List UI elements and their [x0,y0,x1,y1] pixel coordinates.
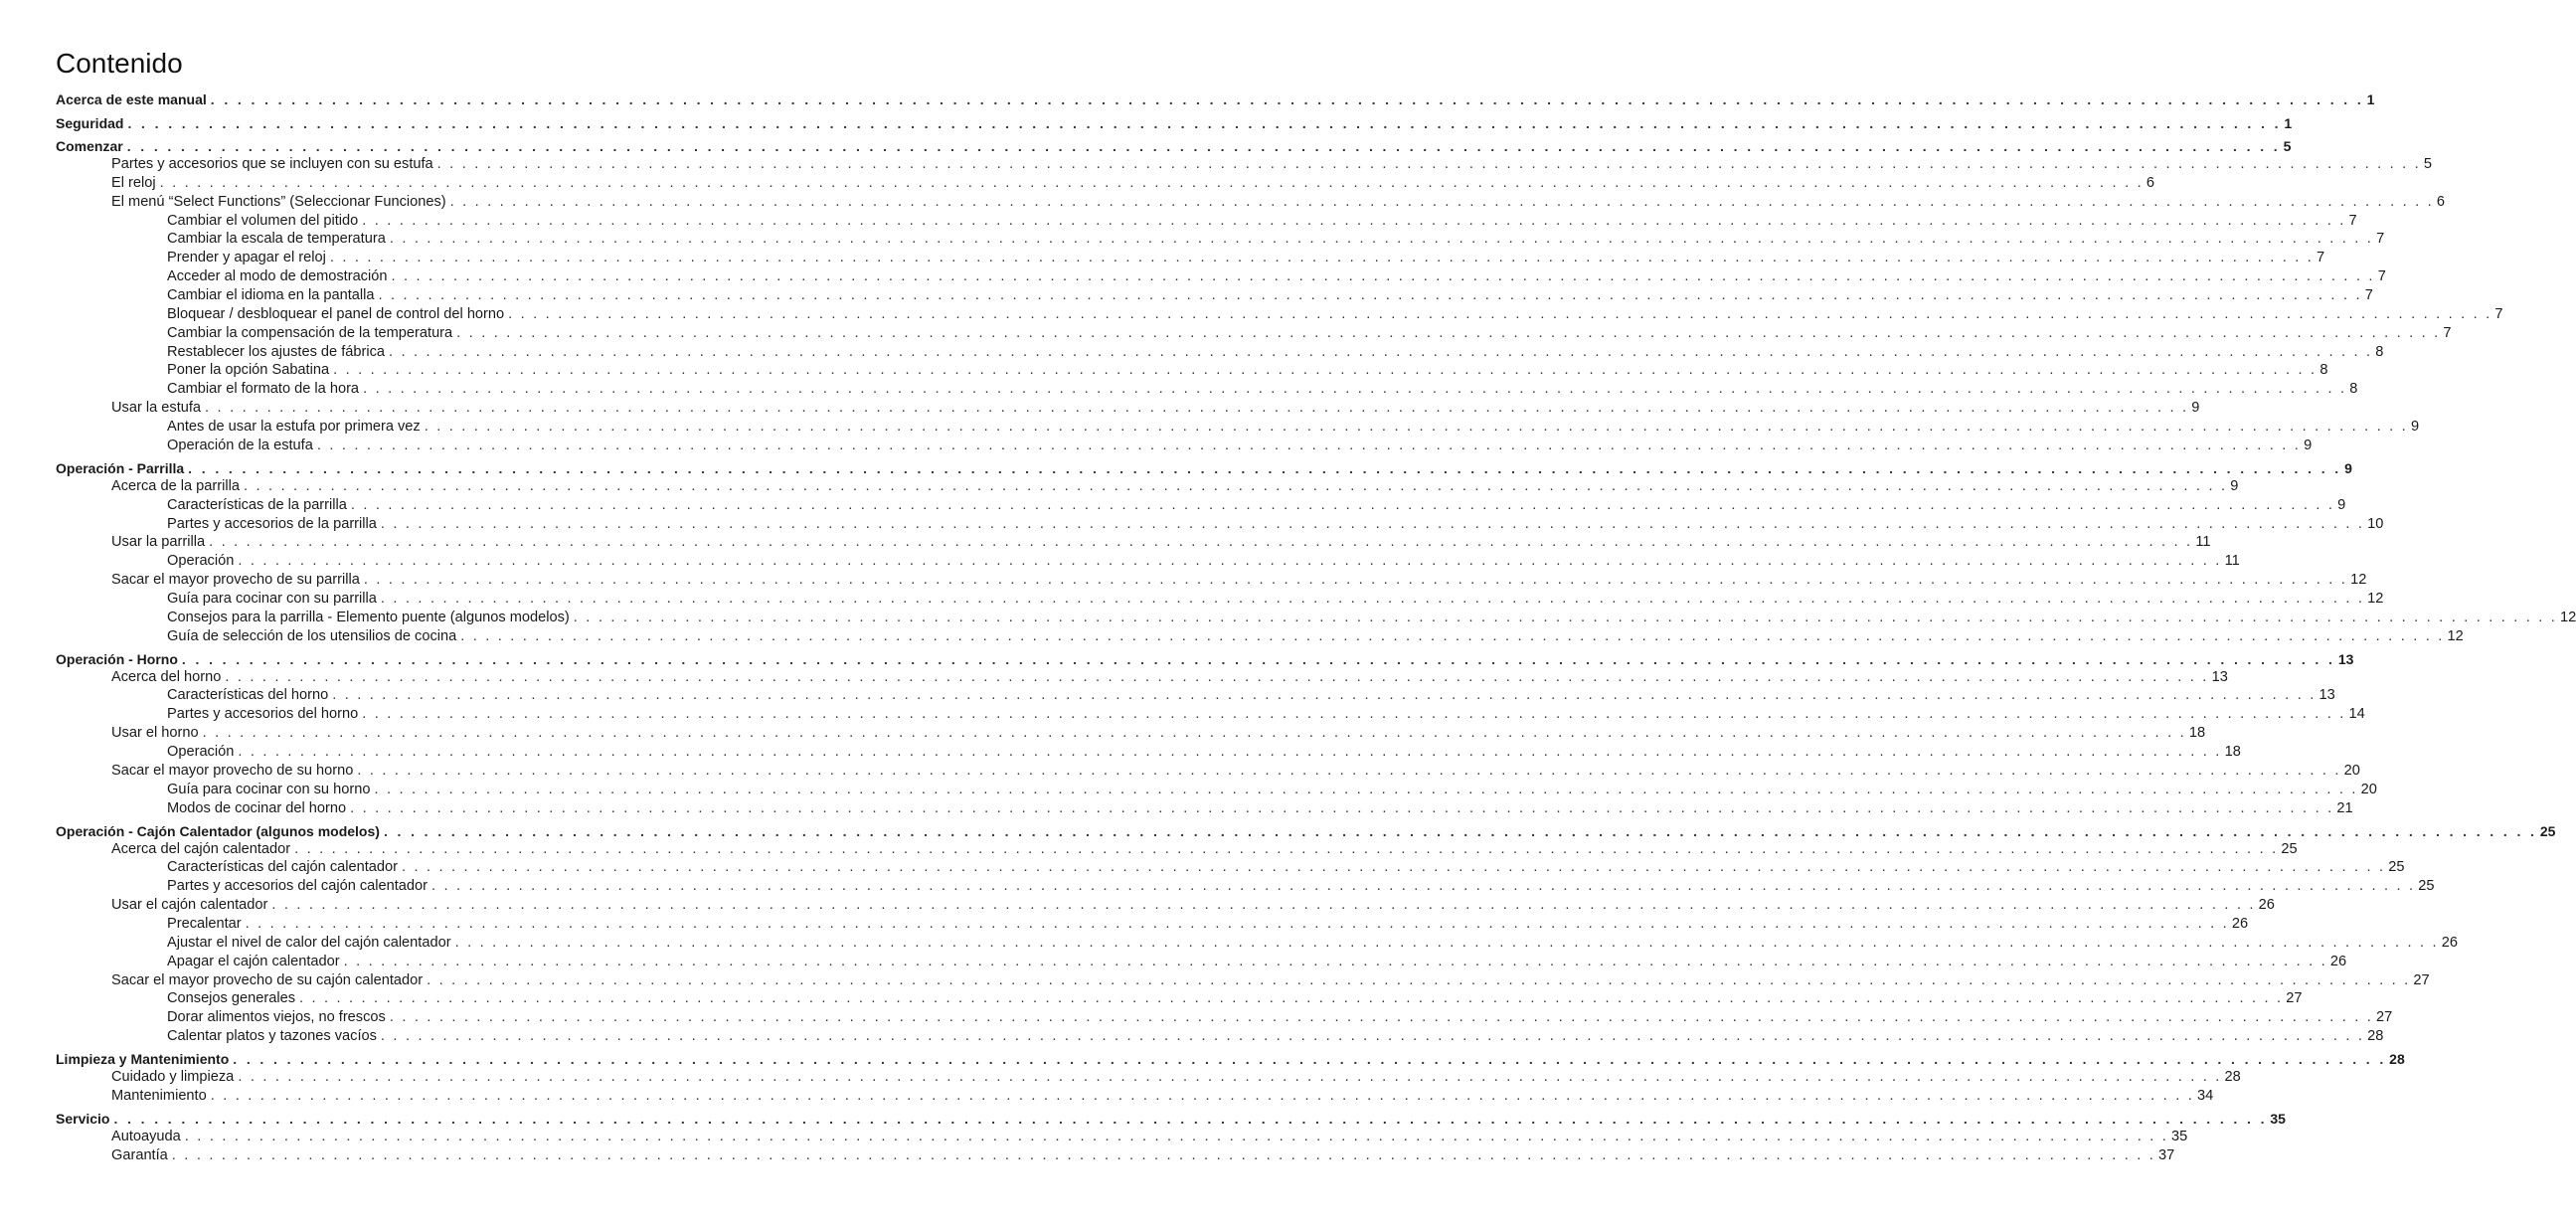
dot-leader: . . . . . . . . . . . . . . . . . . . . . . . . . . . . . . . . . . . . . . . . . . . . . . . . . . . . . . . . . . . . . . . . . . . . . . . . . . . . . . . . . . . . . . . . . . . . . . . . . . . . . . . . . . . . . . . . . . . . . . . . . . . . . . . . . . . . . . . . . . . . . . . . . . . . . . . . . . . . . . . . [363,381,2347,398]
toc-entry-title: Precalentar [167,915,242,932]
dot-leader: . . . . . . . . . . . . . . . . . . . . . . . . . . . . . . . . . . . . . . . . . . . . . . . . . . . . . . . . . . . . . . . . . . . . . . . . . . . . . . . . . . . . . . . . . . . . . . . . . . . . . . . . . . . . . . . . . . . . . . . . . . . . . . . . . . . . . . . . . . . . . . . . . . . . . . . . . . . . . . . . [350,496,2335,513]
dot-leader: . . . . . . . . . . . . . . . . . . . . . . . . . . . . . . . . . . . . . . . . . . . . . . . . . . . . . . . . . . . . . . . . . . . . . . . . . . . . . . . . . . . . . . . . . . . . . . . . . . . . . . . . . . . . . . . . . . . . . . . . . . . . . . . . . . . . . . . . . . . . . . . . . . . . . . . . . . . . . . . . [454,934,2439,951]
toc-entry[interactable] [167,685,2335,705]
toc-entry[interactable] [167,211,2357,231]
toc-entry-title: Operación - Parrilla [56,459,185,476]
toc-entry[interactable] [56,821,2556,841]
toc-entry-page-number: 27 [2376,1009,2393,1026]
dot-leader: . . . . . . . . . . . . . . . . . . . . . . . . . . . . . . . . . . . . . . . . . . . . . . . . . . . . . . . . . . . . . . . . . . . . . . . . . . . . . . . . . . . . . . . . . . . . . . . . . . . . . . . . . . . . . . . . . . . . . . . . . . . . . . . . . . . . . . . . . . . . . . . . . . . . . . . . . . . . . . . . [184,1128,2169,1144]
toc-entry-page-number: 37 [2158,1146,2175,1163]
toc-entry-page-number: 9 [2410,418,2420,435]
toc-entry[interactable] [111,532,2211,552]
dot-leader: . . . . . . . . . . . . . . . . . . . . . . . . . . . . . . . . . . . . . . . . . . . . . . . . . . . . . . . . . . . . . . . . . . . . . . . . . . . . . . . . . . . . . . . . . . . . . . . . . . . . . . . . . . . . . . . . . . . . . . . . . . . . . . . . . . . . . . . . . . . . . . . . . . . . . . . . . . . . . . . . [209,534,2193,551]
toc-entry-title: Cambiar la compensación de la temperatura [167,324,453,341]
toc-entry-title: Modos de cocinar del horno [167,799,347,816]
toc-entry[interactable] [167,379,2358,399]
toc-entry[interactable] [111,154,2433,174]
toc-entry[interactable] [167,742,2241,762]
toc-entry-page-number: 7 [2348,212,2357,229]
toc-entry-page-number: 12 [2447,627,2464,644]
dot-leader: . . . . . . . . . . . . . . . . . . . . . . . . . . . . . . . . . . . . . . . . . . . . . . . . . . . . . . . . . . . . . . . . . . . . . . . . . . . . . . . . . . . . . . . . . . . . . . . . . . . . . . . . . . . . . . . . . . . . . . . . . . . . . . . . . . . . . . . . . . . . . . . . . . . . . . . . . . . . . . . . [449,193,2434,210]
toc-entry-page-number: 20 [2343,762,2360,779]
dot-leader: . . . . . . . . . . . . . . . . . . . . . . . . . . . . . . . . . . . . . . . . . . . . . . . . . . . . . . . . . . . . . . . . . . . . . . . . . . . . . . . . . . . . . . . . . . . . . . . . . . . . . . . . . . . . . . . . . . . . . . . . . . . . . . . . . . . . . . . . . . . . . . . . . . . . . . . . . . . . . . . . [181,650,2335,667]
toc-entry-title: Operación - Cajón Calentador (algunos modelos) [56,822,380,839]
toc-entry-title: Operación [167,744,235,760]
toc-entry-title: Acerca de la parrilla [111,477,240,494]
dot-leader: . . . . . . . . . . . . . . . . . . . . . . . . . . . . . . . . . . . . . . . . . . . . . . . . . . . . . . . . . . . . . . . . . . . . . . . . . . . . . . . . . . . . . . . . . . . . . . . . . . . . . . . . . . . . . . . . . . . . . . . . . . . . . . . . . . . . . . . . . . . . . . . . . . . . . . . . . . . . . . . . [205,400,2189,417]
toc-entry-title: Servicio [56,1110,110,1127]
toc-entry-page-number: 10 [2367,515,2384,532]
dot-leader: . . . . . . . . . . . . . . . . . . . . . . . . . . . . . . . . . . . . . . . . . . . . . . . . . . . . . . . . . . . . . . . . . . . . . . . . . . . . . . . . . . . . . . . . . . . . . . . . . . . . . . . . . . . . . . . . . . . . . . . . . . . . . . . . . . . . . . . . . . . . . . . . . . . . . . . . . . . . . . . . [245,915,2229,932]
toc-entry-title: Sacar el mayor provecho de su horno [111,762,354,779]
toc-entry-page-number: 5 [2423,156,2433,172]
toc-entry-page-number: 9 [2304,437,2313,453]
toc-entry-page-number: 27 [2286,990,2303,1007]
toc-entry-title: Usar el horno [111,725,199,742]
toc-entry-title: Prender y apagar el reloj [167,250,326,266]
toc-entry-title: Cambiar el idioma en la pantalla [167,286,375,303]
toc-entry-title: El menú “Select Functions” (Seleccionar Funciones) [111,193,446,210]
dot-leader: . . . . . . . . . . . . . . . . . . . . . . . . . . . . . . . . . . . . . . . . . . . . . . . . . . . . . . . . . . . . . . . . . . . . . . . . . . . . . . . . . . . . . . . . . . . . . . . . . . . . . . . . . . . . . . . . . . . . . . . . . . . . . . . . . . . . . . . . . . . . . . . . . . . . . . . . . . . . . . . . [159,174,2144,191]
toc-entry-title: El reloj [111,174,156,191]
toc-entry-page-number: 11 [2195,534,2211,551]
toc-entry[interactable] [167,952,2347,971]
dot-leader: . . . . . . . . . . . . . . . . . . . . . . . . . . . . . . . . . . . . . . . . . . . . . . . . . . . . . . . . . . . . . . . . . . . . . . . . . . . . . . . . . . . . . . . . . . . . . . . . . . . . . . . . . . . . . . . . . . . . . . . . . . . . . . . . . . . . . . . . . . . . . . . . . . . . . . . . . . . . . . . . [225,668,2209,685]
dot-leader: . . . . . . . . . . . . . . . . . . . . . . . . . . . . . . . . . . . . . . . . . . . . . . . . . . . . . . . . . . . . . . . . . . . . . . . . . . . . . . . . . . . . . . . . . . . . . . . . . . . . . . . . . . . . . . . . . . . . . . . . . . . . . . . . . . . . . . . . . . . . . . . . . . . . . . . . . . . . . . . . [380,1028,2365,1044]
toc-entry[interactable] [167,495,2346,515]
dot-leader: . . . . . . . . . . . . . . . . . . . . . . . . . . . . . . . . . . . . . . . . . . . . . . . . . . . . . . . . . . . . . . . . . . . . . . . . . . . . . . . . . . . . . . . . . . . . . . . . . . . . . . . . . . . . . . . . . . . . . . . . . . . . . . . . . . . . . . . . . . . . . . . . . . . . . . . . . . . . . . . . [363,572,2348,588]
dot-leader: . . . . . . . . . . . . . . . . . . . . . . . . . . . . . . . . . . . . . . . . . . . . . . . . . . . . . . . . . . . . . . . . . . . . . . . . . . . . . . . . . . . . . . . . . . . . . . . . . . . . . . . . . . . . . . . . . . . . . . . . . . . . . . . . . . . . . . . . . . . . . . . . . . . . . . . . . . . . . . . . [294,840,2279,857]
dot-leader: . . . . . . . . . . . . . . . . . . . . . . . . . . . . . . . . . . . . . . . . . . . . . . . . . . . . . . . . . . . . . . . . . . . . . . . . . . . . . . . . . . . . . . . . . . . . . . . . . . . . . . . . . . . . . . . . . . . . . . . . . . . . . . . . . . . . . . . . . . . . . . . . . . . . . . . . . . . . . . . . [329,250,2315,266]
dot-leader: . . . . . . . . . . . . . . . . . . . . . . . . . . . . . . . . . . . . . . . . . . . . . . . . . . . . . . . . . . . . . . . . . . . . . . . . . . . . . . . . . . . . . . . . . . . . . . . . . . . . . . . . . . . . . . . . . . . . . . . . . . . . . . . . . . . . . . . . . . . . . . . . . . . . . . . . . . . . . . . . [573,609,2558,625]
toc-entry-page-number: 6 [2436,193,2445,210]
toc-entry[interactable] [56,649,2354,669]
toc-entry-title: Consejos generales [167,990,295,1007]
toc-entry-title: Garantía [111,1146,168,1163]
toc-entry-title: Partes y accesorios del cajón calentador [167,878,429,895]
toc-entry-page-number: 25 [2418,878,2435,895]
toc-entry-title: Sacar el mayor provecho de su cajón calentador [111,971,424,988]
toc-entry-page-number: 27 [2413,971,2430,988]
dot-leader: . . . . . . . . . . . . . . . . . . . . . . . . . . . . . . . . . . . . . . . . . . . . . . . . . . . . . . . . . . . . . . . . . . . . . . . . . . . . . . . . . . . . . . . . . . . . . . . . . . . . . . . . . . . . . . . . . . . . . . . . . . . . . . . . . . . . . . . . . . . . . . . . . . . . . . . . . . . . . . . . [238,1069,2222,1085]
toc-entry-title: Mantenimiento [111,1087,207,1104]
dot-leader: . . . . . . . . . . . . . . . . . . . . . . . . . . . . . . . . . . . . . . . . . . . . . . . . . . . . . . . . . . . . . . . . . . . . . . . . . . . . . . . . . . . . . . . . . . . . . . . . . . . . . . . . . . . . . . . . . . . . . . . . . . . . . . . . . . . . . . . . . . . . . . . . . . . . . . . . . . . . . . . . [374,781,2358,797]
toc-entry-page-number: 1 [2284,114,2293,131]
toc-entry[interactable] [111,667,2228,687]
dot-leader: . . . . . . . . . . . . . . . . . . . . . . . . . . . . . . . . . . . . . . . . . . . . . . . . . . . . . . . . . . . . . . . . . . . . . . . . . . . . . . . . . . . . . . . . . . . . . . . . . . . . . . . . . . . . . . . . . . . . . . . . . . . . . . . . . . . . . . . . . . . . . . . . . . . . . . . . . . . . . . . . [332,687,2317,704]
toc-entry-page-number: 8 [2375,343,2384,360]
toc-entry[interactable] [167,514,2384,534]
toc-entry-page-number: 26 [2231,915,2249,932]
toc-entry-page-number: 12 [2350,572,2367,588]
toc-entry[interactable] [167,323,2452,343]
toc-entry-title: Seguridad [56,114,124,131]
toc-entry-title: Calentar platos y tazones vacíos [167,1028,377,1044]
dot-leader: . . . . . . . . . . . . . . . . . . . . . . . . . . . . . . . . . . . . . . . . . . . . . . . . . . . . . . . . . . . . . . . . . . . . . . . . . . . . . . . . . . . . . . . . . . . . . . . . . . . . . . . . . . . . . . . . . . . . . . . . . . . . . . . . . . . . . . . . . . . . . . . . . . . . . . . . . . . . . . . . [380,590,2365,607]
toc-entry[interactable] [111,895,2275,915]
dot-leader: . . . . . . . . . . . . . . . . . . . . . . . . . . . . . . . . . . . . . . . . . . . . . . . . . . . . . . . . . . . . . . . . . . . . . . . . . . . . . . . . . . . . . . . . . . . . . . . . . . . . . . . . . . . . . . . . . . . . . . . . . . . . . . . . . . . . . . . . . . . . . . . . . . . . . . . . . . . . . . . . [456,324,2441,341]
toc-entry[interactable] [167,876,2435,896]
toc-entry[interactable] [167,798,2353,818]
toc-entry-title: Guía para cocinar con su parrilla [167,590,377,607]
toc-entry[interactable] [56,458,2352,478]
toc-entry-title: Cambiar la escala de temperatura [167,231,386,248]
toc-entry[interactable] [111,970,2430,990]
toc-entry-title: Poner la opción Sabatina [167,362,330,379]
dot-leader: . . . . . . . . . . . . . . . . . . . . . . . . . . . . . . . . . . . . . . . . . . . . . . . . . . . . . . . . . . . . . . . . . . . . . . . . . . . . . . . . . . . . . . . . . . . . . . . . . . . . . . . . . . . . . . . . . . . . . . . . . . . . . . . . . . . . . . . . . . . . . . . . . . . . . . . . . . . . . . . . [389,231,2374,248]
toc-entry[interactable] [167,704,2365,724]
toc-entry[interactable] [56,1109,2286,1129]
toc-entry-page-number: 26 [2258,897,2275,914]
toc-entry-title: Guía de selección de los utensilios de cocina [167,627,457,644]
toc-entry-page-number: 8 [2319,362,2328,379]
toc-entry[interactable] [167,626,2464,646]
toc-entry-title: Características de la parrilla [167,496,347,513]
dot-leader: . . . . . . . . . . . . . . . . . . . . . . . . . . . . . . . . . . . . . . . . . . . . . . . . . . . . . . . . . . . . . . . . . . . . . . . . . . . . . . . . . . . . . . . . . . . . . . . . . . . . . . . . . . . . . . . . . . . . . . . . . . . . . . . . . . . . . . . . . . . . . . . . . . . . . . . . . . . . . . . . [202,725,2186,742]
toc-entry-page-number: 21 [2336,799,2353,816]
dot-leader: . . . . . . . . . . . . . . . . . . . . . . . . . . . . . . . . . . . . . . . . . . . . . . . . . . . . . . . . . . . . . . . . . . . . . . . . . . . . . . . . . . . . . . . . . . . . . . . . . . . . . . . . . . . . . . . . . . . . . . . . . . . . . . . . . . . . . . . . . . . . . . . . . . . . . . . . . . . . . . . . [460,627,2445,644]
toc-entry[interactable] [111,570,2367,590]
toc-entry-page-number: 13 [2337,650,2354,667]
toc-entry-title: Cuidado y limpieza [111,1069,235,1085]
toc-entry[interactable] [111,476,2239,496]
dot-leader: . . . . . . . . . . . . . . . . . . . . . . . . . . . . . . . . . . . . . . . . . . . . . . . . . . . . . . . . . . . . . . . . . . . . . . . . . . . . . . . . . . . . . . . . . . . . . . . . . . . . . . . . . . . . . . . . . . . . . . . . . . . . . . . . . . . . . . . . . . . . . . . . . . . . . . . . . . . . . . . . [389,1009,2374,1026]
toc-entry-page-number: 5 [2283,138,2292,154]
dot-leader: . . . . . . . . . . . . . . . . . . . . . . . . . . . . . . . . . . . . . . . . . . . . . . . . . . . . . . . . . . . . . . . . . . . . . . . . . . . . . . . . . . . . . . . . . . . . . . . . . . . . . . . . . . . . . . . . . . . . . . . . . . . . . . . . . . . . . . . . . . . . . . . . . . . . . . . . . . . . . . . . [188,459,2342,476]
toc-entry-page-number: 25 [2281,840,2298,857]
toc-entry-page-number: 25 [2388,859,2405,876]
toc-entry-title: Partes y accesorios de la parrilla [167,515,377,532]
toc-entry-page-number: 34 [2196,1087,2214,1104]
toc-entry-title: Consejos para la parrilla - Elemento puente (algunos modelos) [167,609,570,625]
toc-entry-title: Limpieza y Mantenimiento [56,1051,230,1067]
toc-entry-page-number: 6 [2146,174,2154,191]
toc-entry-page-number: 7 [2376,231,2385,248]
toc-entry-title: Ajustar el nivel de calor del cajón calentador [167,934,451,951]
toc-entry-page-number: 28 [2389,1051,2405,1067]
dot-leader: . . . . . . . . . . . . . . . . . . . . . . . . . . . . . . . . . . . . . . . . . . . . . . . . . . . . . . . . . . . . . . . . . . . . . . . . . . . . . . . . . . . . . . . . . . . . . . . . . . . . . . . . . . . . . . . . . . . . . . . . . . . . . . . . . . . . . . . . . . . . . . . . . . . . . . . . . . . . . . . . [210,1087,2194,1104]
dot-leader: . . . . . . . . . . . . . . . . . . . . . . . . . . . . . . . . . . . . . . . . . . . . . . . . . . . . . . . . . . . . . . . . . . . . . . . . . . . . . . . . . . . . . . . . . . . . . . . . . . . . . . . . . . . . . . . . . . . . . . . . . . . . . . . . . . . . . . . . . . . . . . . . . . . . . . . . . . . . . . . . [427,971,2411,988]
toc-entry-title: Operación [167,553,235,570]
toc-entry-title: Bloquear / desbloquear el panel de control del horno [167,305,505,322]
dot-leader: . . . . . . . . . . . . . . . . . . . . . . . . . . . . . . . . . . . . . . . . . . . . . . . . . . . . . . . . . . . . . . . . . . . . . . . . . . . . . . . . . . . . . . . . . . . . . . . . . . . . . . . . . . . . . . . . . . . . . . . . . . . . . . . . . . . . . . . . . . . . . . . . . . . . . . . . . . . . . . . . [362,706,2346,723]
toc-entry[interactable] [167,342,2384,362]
toc-entry-page-number: 7 [2377,268,2386,285]
toc-entry-title: Restablecer los ajustes de fábrica [167,343,386,360]
toc-entry[interactable] [167,780,2377,799]
toc-entry-title: Dorar alimentos viejos, no frescos [167,1009,386,1026]
toc-entry[interactable] [167,360,2328,380]
dot-leader: . . . . . . . . . . . . . . . . . . . . . . . . . . . . . . . . . . . . . . . . . . . . . . . . . . . . . . . . . . . . . . . . . . . . . . . . . . . . . . . . . . . . . . . . . . . . . . . . . . . . . . . . . . . . . . . . . . . . . . . . . . . . . . . . . . . . . . . . . . . . . . . . . . . . . . . . . . . . . . . . [383,822,2537,839]
dot-leader: . . . . . . . . . . . . . . . . . . . . . . . . . . . . . . . . . . . . . . . . . . . . . . . . . . . . . . . . . . . . . . . . . . . . . . . . . . . . . . . . . . . . . . . . . . . . . . . . . . . . . . . . . . . . . . . . . . . . . . . . . . . . . . . . . . . . . . . . . . . . . . . . . . . . . . . . . . . . . . . . [316,437,2302,453]
toc-entry-page-number: 12 [2560,609,2576,625]
toc-entry-title: Usar la estufa [111,400,202,417]
toc-entry-title: Partes y accesorios que se incluyen con su estufa [111,156,433,172]
toc-entry[interactable] [111,839,2298,859]
dot-leader: . . . . . . . . . . . . . . . . . . . . . . . . . . . . . . . . . . . . . . . . . . . . . . . . . . . . . . . . . . . . . . . . . . . . . . . . . . . . . . . . . . . . . . . . . . . . . . . . . . . . . . . . . . . . . . . . . . . . . . . . . . . . . . . . . . . . . . . . . . . . . . . . . . . . . . . . . . . . . . . . [343,953,2327,969]
toc-entry[interactable] [167,933,2459,953]
toc-entry-page-number: 7 [2317,250,2325,266]
toc-entry-page-number: 28 [2367,1028,2384,1044]
dot-leader: . . . . . . . . . . . . . . . . . . . . . . . . . . . . . . . . . . . . . . . . . . . . . . . . . . . . . . . . . . . . . . . . . . . . . . . . . . . . . . . . . . . . . . . . . . . . . . . . . . . . . . . . . . . . . . . . . . . . . . . . . . . . . . . . . . . . . . . . . . . . . . . . . . . . . . . . . . . . . . . . [508,305,2492,322]
dot-leader: . . . . . . . . . . . . . . . . . . . . . . . . . . . . . . . . . . . . . . . . . . . . . . . . . . . . . . . . . . . . . . . . . . . . . . . . . . . . . . . . . . . . . . . . . . . . . . . . . . . . . . . . . . . . . . . . . . . . . . . . . . . . . . . . . . . . . . . . . . . . . . . . . . . . . . . . . . . . . . . . [171,1146,2156,1163]
toc-entry-page-number: 9 [2344,459,2352,476]
dot-leader: . . . . . . . . . . . . . . . . . . . . . . . . . . . . . . . . . . . . . . . . . . . . . . . . . . . . . . . . . . . . . . . . . . . . . . . . . . . . . . . . . . . . . . . . . . . . . . . . . . . . . . . . . . . . . . . . . . . . . . . . . . . . . . . . . . . . . . . . . . . . . . . . . . . . . . . . . . . . . . . . [357,762,2341,779]
toc-entry-page-number: 18 [2224,744,2241,760]
toc-entry[interactable] [56,89,2375,109]
toc-entry-page-number: 12 [2367,590,2384,607]
toc-entry[interactable] [111,192,2445,212]
toc-entry-page-number: 14 [2348,706,2365,723]
toc-entry[interactable] [167,857,2405,877]
toc-entry[interactable] [167,417,2420,437]
toc-entry-title: Operación - Horno [56,650,178,667]
dot-leader: . . . . . . . . . . . . . . . . . . . . . . . . . . . . . . . . . . . . . . . . . . . . . . . . . . . . . . . . . . . . . . . . . . . . . . . . . . . . . . . . . . . . . . . . . . . . . . . . . . . . . . . . . . . . . . . . . . . . . . . . . . . . . . . . . . . . . . . . . . . . . . . . . . . . . . . . . . . . . . . . [436,156,2421,172]
dot-leader: . . . . . . . . . . . . . . . . . . . . . . . . . . . . . . . . . . . . . . . . . . . . . . . . . . . . . . . . . . . . . . . . . . . . . . . . . . . . . . . . . . . . . . . . . . . . . . . . . . . . . . . . . . . . . . . . . . . . . . . . . . . . . . . . . . . . . . . . . . . . . . . . . . . . . . . . . . . . . . . . [380,515,2365,532]
toc-entry[interactable] [111,723,2206,743]
toc-entry-title: Partes y accesorios del horno [167,706,359,723]
toc-entry-title: Características del cajón calentador [167,859,398,876]
dot-leader: . . . . . . . . . . . . . . . . . . . . . . . . . . . . . . . . . . . . . . . . . . . . . . . . . . . . . . . . . . . . . . . . . . . . . . . . . . . . . . . . . . . . . . . . . . . . . . . . . . . . . . . . . . . . . . . . . . . . . . . . . . . . . . . . . . . . . . . . . . . . . . . . . . . . . . . . . . . . . . . . [402,859,2386,876]
toc-entry-title: Acceder al modo de demostración [167,268,388,285]
toc-entry[interactable] [167,229,2385,249]
dot-leader: . . . . . . . . . . . . . . . . . . . . . . . . . . . . . . . . . . . . . . . . . . . . . . . . . . . . . . . . . . . . . . . . . . . . . . . . . . . . . . . . . . . . . . . . . . . . . . . . . . . . . . . . . . . . . . . . . . . . . . . . . . . . . . . . . . . . . . . . . . . . . . . . . . . . . . . . . . . . . . . . [362,212,2346,229]
toc-entry-title: Características del horno [167,687,329,704]
toc-entry-title: Cambiar el volumen del pitido [167,212,359,229]
toc-entry[interactable] [167,1026,2384,1046]
dot-leader: . . . . . . . . . . . . . . . . . . . . . . . . . . . . . . . . . . . . . . . . . . . . . . . . . . . . . . . . . . . . . . . . . . . . . . . . . . . . . . . . . . . . . . . . . . . . . . . . . . . . . . . . . . . . . . . . . . . . . . . . . . . . . . . . . . . . . . . . . . . . . . . . . . . . . . . . . . . . . . . . [233,1051,2387,1067]
dot-leader: . . . . . . . . . . . . . . . . . . . . . . . . . . . . . . . . . . . . . . . . . . . . . . . . . . . . . . . . . . . . . . . . . . . . . . . . . . . . . . . . . . . . . . . . . . . . . . . . . . . . . . . . . . . . . . . . . . . . . . . . . . . . . . . . . . . . . . . . . . . . . . . . . . . . . . . . . . . . . . . . [113,1110,2268,1127]
toc-entry-page-number: 35 [2270,1110,2286,1127]
toc-entry[interactable] [56,136,2292,156]
toc-entry[interactable] [56,113,2293,133]
toc-entry-title: Acerca del horno [111,668,222,685]
toc-entry-title: Cambiar el formato de la hora [167,381,360,398]
toc-entry-page-number: 11 [2224,553,2240,570]
toc-entry-page-number: 8 [2349,381,2358,398]
toc-entry[interactable] [56,1049,2405,1069]
toc-entry-title: Antes de usar la estufa por primera vez [167,418,421,435]
dot-leader: . . . . . . . . . . . . . . . . . . . . . . . . . . . . . . . . . . . . . . . . . . . . . . . . . . . . . . . . . . . . . . . . . . . . . . . . . . . . . . . . . . . . . . . . . . . . . . . . . . . . . . . . . . . . . . . . . . . . . . . . . . . . . . . . . . . . . . . . . . . . . . . . . . . . . . . . . . . . . . . . [127,114,2282,131]
toc-entry[interactable] [111,173,2154,193]
toc-entry-page-number: 20 [2360,781,2377,797]
toc-entry-page-number: 26 [2441,934,2459,951]
toc-entry[interactable] [167,914,2249,934]
toc-entry[interactable] [111,1067,2241,1087]
dot-leader: . . . . . . . . . . . . . . . . . . . . . . . . . . . . . . . . . . . . . . . . . . . . . . . . . . . . . . . . . . . . . . . . . . . . . . . . . . . . . . . . . . . . . . . . . . . . . . . . . . . . . . . . . . . . . . . . . . . . . . . . . . . . . . . . . . . . . . . . . . . . . . . . . . . . . . . . . . . . . . . . [424,418,2408,435]
toc-entry[interactable] [167,1007,2393,1027]
dot-leader: . . . . . . . . . . . . . . . . . . . . . . . . . . . . . . . . . . . . . . . . . . . . . . . . . . . . . . . . . . . . . . . . . . . . . . . . . . . . . . . . . . . . . . . . . . . . . . . . . . . . . . . . . . . . . . . . . . . . . . . . . . . . . . . . . . . . . . . . . . . . . . . . . . . . . . . . . . . . . . . . [378,286,2362,303]
toc-entry-page-number: 28 [2224,1069,2241,1085]
toc-entry[interactable] [167,589,2384,609]
toc-entry[interactable] [167,248,2325,267]
toc-entry-page-number: 25 [2539,822,2556,839]
page-title: Contenido [56,48,183,79]
dot-leader: . . . . . . . . . . . . . . . . . . . . . . . . . . . . . . . . . . . . . . . . . . . . . . . . . . . . . . . . . . . . . . . . . . . . . . . . . . . . . . . . . . . . . . . . . . . . . . . . . . . . . . . . . . . . . . . . . . . . . . . . . . . . . . . . . . . . . . . . . . . . . . . . . . . . . . . . . . . . . . . . [299,990,2284,1007]
dot-leader: . . . . . . . . . . . . . . . . . . . . . . . . . . . . . . . . . . . . . . . . . . . . . . . . . . . . . . . . . . . . . . . . . . . . . . . . . . . . . . . . . . . . . . . . . . . . . . . . . . . . . . . . . . . . . . . . . . . . . . . . . . . . . . . . . . . . . . . . . . . . . . . . . . . . . . . . . . . . . . . . [210,91,2364,107]
toc-entry-page-number: 9 [2230,477,2239,494]
toc-entry[interactable] [111,1127,2188,1146]
dot-leader: . . . . . . . . . . . . . . . . . . . . . . . . . . . . . . . . . . . . . . . . . . . . . . . . . . . . . . . . . . . . . . . . . . . . . . . . . . . . . . . . . . . . . . . . . . . . . . . . . . . . . . . . . . . . . . . . . . . . . . . . . . . . . . . . . . . . . . . . . . . . . . . . . . . . . . . . . . . . . . . . [271,897,2256,914]
toc-entry[interactable] [167,304,2503,324]
toc-entry-title: Operación de la estufa [167,437,313,453]
toc-entry-title: Acerca de este manual [56,91,207,107]
toc-entry[interactable] [167,608,2576,627]
toc-entry-page-number: 7 [2494,305,2503,322]
toc-entry-title: Autoayuda [111,1128,181,1144]
toc-entry-page-number: 18 [2188,725,2206,742]
toc-entry[interactable] [111,398,2200,418]
dot-leader: . . . . . . . . . . . . . . . . . . . . . . . . . . . . . . . . . . . . . . . . . . . . . . . . . . . . . . . . . . . . . . . . . . . . . . . . . . . . . . . . . . . . . . . . . . . . . . . . . . . . . . . . . . . . . . . . . . . . . . . . . . . . . . . . . . . . . . . . . . . . . . . . . . . . . . . . . . . . . . . . [238,744,2222,760]
toc-entry-page-number: 9 [2337,496,2346,513]
toc-entry-page-number: 35 [2171,1128,2188,1144]
toc-entry-title: Usar la parrilla [111,534,206,551]
dot-leader: . . . . . . . . . . . . . . . . . . . . . . . . . . . . . . . . . . . . . . . . . . . . . . . . . . . . . . . . . . . . . . . . . . . . . . . . . . . . . . . . . . . . . . . . . . . . . . . . . . . . . . . . . . . . . . . . . . . . . . . . . . . . . . . . . . . . . . . . . . . . . . . . . . . . . . . . . . . . . . . . [350,799,2334,816]
toc-entry[interactable] [167,285,2373,305]
toc-entry-page-number: 13 [2318,687,2335,704]
toc-entry-title: Acerca del cajón calentador [111,840,291,857]
toc-entry-title: Apagar el cajón calentador [167,953,340,969]
toc-entry-page-number: 9 [2191,400,2200,417]
dot-leader: . . . . . . . . . . . . . . . . . . . . . . . . . . . . . . . . . . . . . . . . . . . . . . . . . . . . . . . . . . . . . . . . . . . . . . . . . . . . . . . . . . . . . . . . . . . . . . . . . . . . . . . . . . . . . . . . . . . . . . . . . . . . . . . . . . . . . . . . . . . . . . . . . . . . . . . . . . . . . . . . [333,362,2318,379]
toc-entry[interactable] [167,988,2303,1008]
toc-entry-page-number: 7 [2364,286,2373,303]
toc-entry[interactable] [167,551,2240,571]
dot-leader: . . . . . . . . . . . . . . . . . . . . . . . . . . . . . . . . . . . . . . . . . . . . . . . . . . . . . . . . . . . . . . . . . . . . . . . . . . . . . . . . . . . . . . . . . . . . . . . . . . . . . . . . . . . . . . . . . . . . . . . . . . . . . . . . . . . . . . . . . . . . . . . . . . . . . . . . . . . . . . . . [391,268,2375,285]
dot-leader: . . . . . . . . . . . . . . . . . . . . . . . . . . . . . . . . . . . . . . . . . . . . . . . . . . . . . . . . . . . . . . . . . . . . . . . . . . . . . . . . . . . . . . . . . . . . . . . . . . . . . . . . . . . . . . . . . . . . . . . . . . . . . . . . . . . . . . . . . . . . . . . . . . . . . . . . . . . . . . . . [238,553,2222,570]
toc-entry-title: Guía para cocinar con su horno [167,781,371,797]
toc-entry[interactable] [111,1145,2175,1165]
toc-entry[interactable] [111,761,2360,781]
toc-entry[interactable] [111,1086,2214,1106]
toc-entry-page-number: 13 [2211,668,2228,685]
toc-entry-page-number: 7 [2443,324,2452,341]
toc-entry-page-number: 1 [2366,91,2375,107]
toc-entry[interactable] [167,266,2386,286]
toc-entry[interactable] [167,436,2313,455]
toc-entry-title: Comenzar [56,138,123,154]
toc-entry-title: Sacar el mayor provecho de su parrilla [111,572,360,588]
dot-leader: . . . . . . . . . . . . . . . . . . . . . . . . . . . . . . . . . . . . . . . . . . . . . . . . . . . . . . . . . . . . . . . . . . . . . . . . . . . . . . . . . . . . . . . . . . . . . . . . . . . . . . . . . . . . . . . . . . . . . . . . . . . . . . . . . . . . . . . . . . . . . . . . . . . . . . . . . . . . . . . . [431,878,2416,895]
dot-leader: . . . . . . . . . . . . . . . . . . . . . . . . . . . . . . . . . . . . . . . . . . . . . . . . . . . . . . . . . . . . . . . . . . . . . . . . . . . . . . . . . . . . . . . . . . . . . . . . . . . . . . . . . . . . . . . . . . . . . . . . . . . . . . . . . . . . . . . . . . . . . . . . . . . . . . . . . . . . . . . . [126,138,2281,154]
dot-leader: . . . . . . . . . . . . . . . . . . . . . . . . . . . . . . . . . . . . . . . . . . . . . . . . . . . . . . . . . . . . . . . . . . . . . . . . . . . . . . . . . . . . . . . . . . . . . . . . . . . . . . . . . . . . . . . . . . . . . . . . . . . . . . . . . . . . . . . . . . . . . . . . . . . . . . . . . . . . . . . . [243,477,2228,494]
toc-entry-page-number: 26 [2329,953,2347,969]
toc-entry-title: Usar el cajón calentador [111,897,268,914]
dot-leader: . . . . . . . . . . . . . . . . . . . . . . . . . . . . . . . . . . . . . . . . . . . . . . . . . . . . . . . . . . . . . . . . . . . . . . . . . . . . . . . . . . . . . . . . . . . . . . . . . . . . . . . . . . . . . . . . . . . . . . . . . . . . . . . . . . . . . . . . . . . . . . . . . . . . . . . . . . . . . . . . [389,343,2373,360]
